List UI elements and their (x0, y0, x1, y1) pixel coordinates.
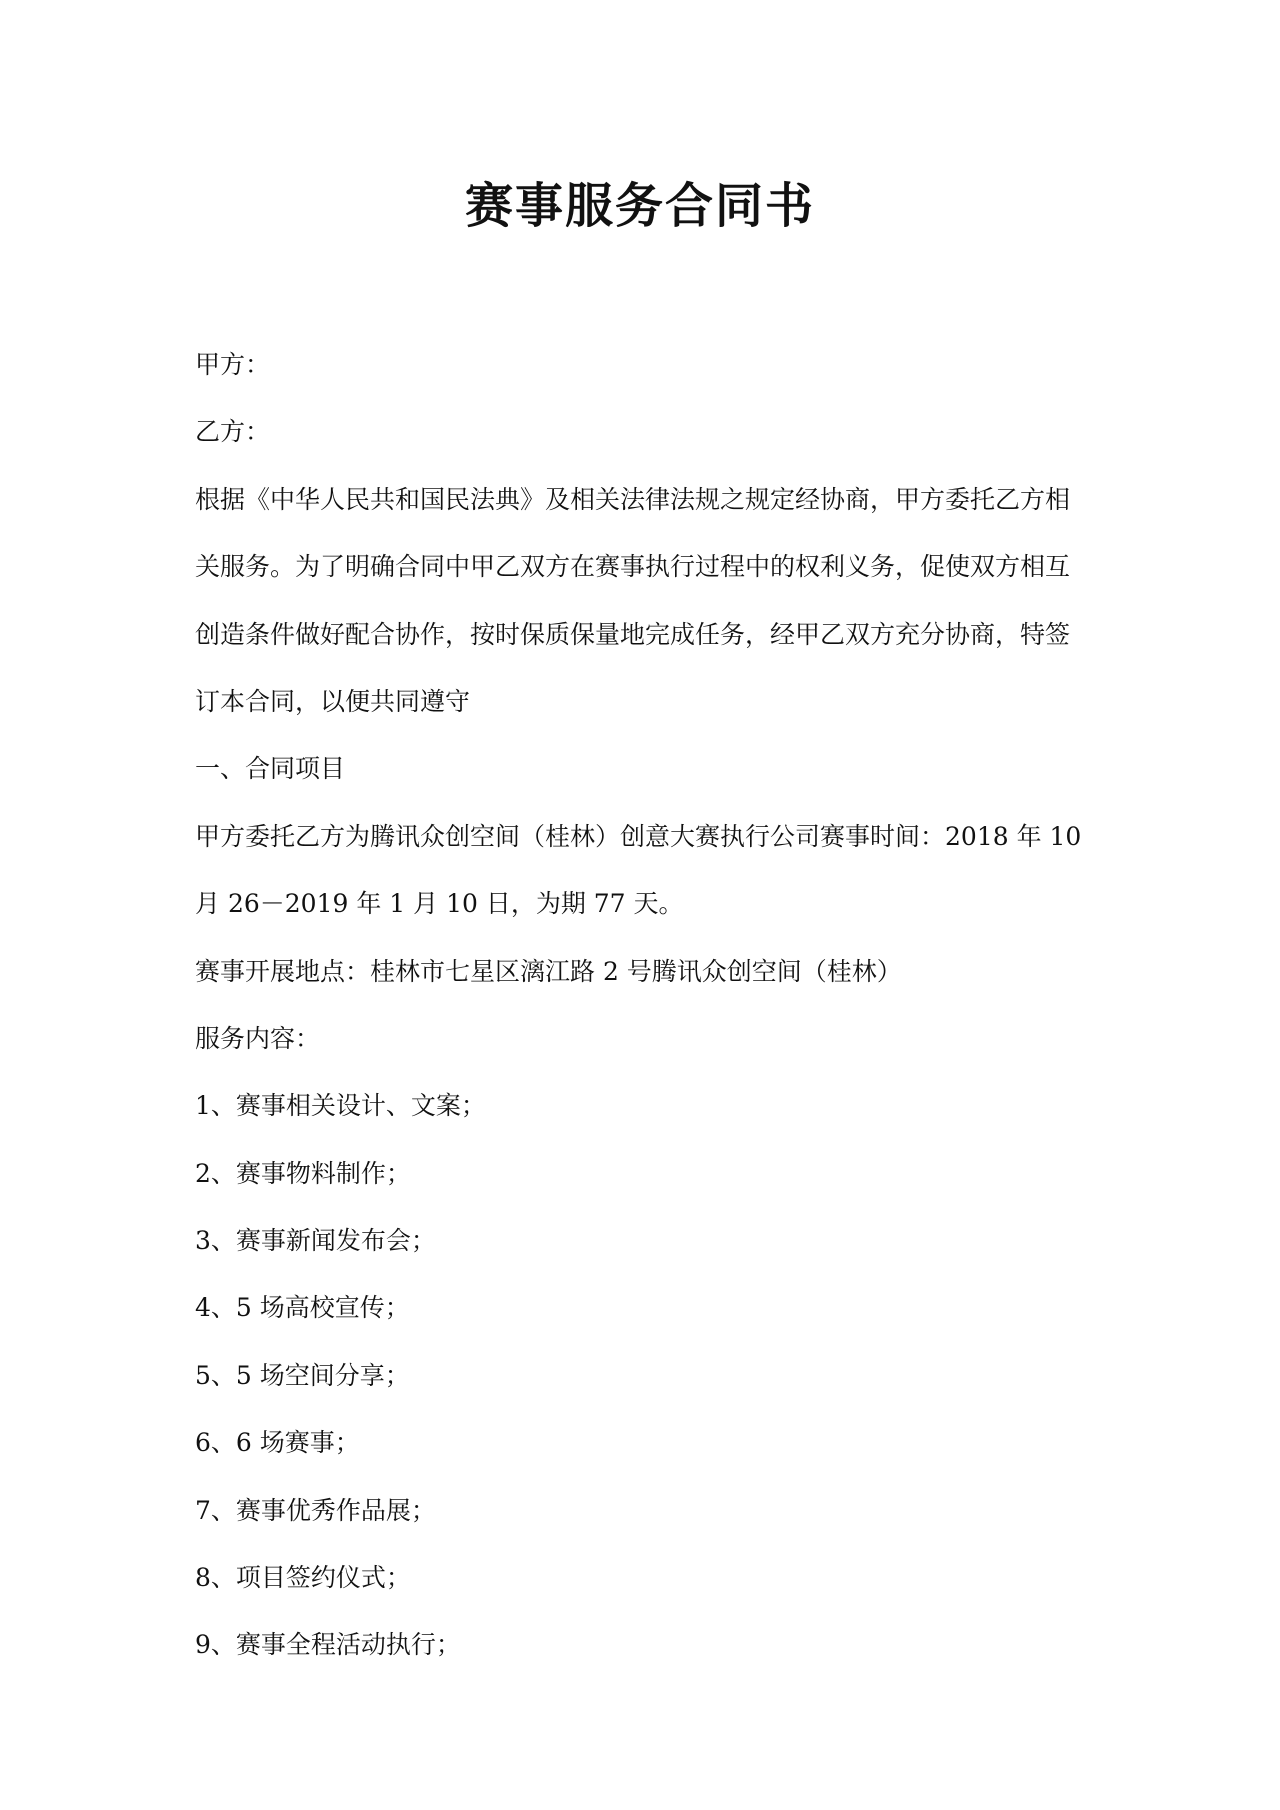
service-item: 6、6 场赛事； (195, 1428, 360, 1458)
service-item: 5、5 场空间分享； (195, 1360, 410, 1390)
intro-line: 创造条件做好配合协作，按时保质保量地完成任务，经甲乙双方充分协商，特签 (195, 619, 1071, 649)
project-line: 月 26－2019 年 1 月 10 日，为期 77 天。 (195, 889, 684, 919)
project-line: 甲方委托乙方为腾讯众创空间（桂林）创意大赛执行公司赛事时间：2018 年 10 (195, 821, 1082, 851)
document-title: 赛事服务合同书 (464, 178, 815, 234)
party-b-line: 乙方： (195, 417, 271, 447)
services-heading: 服务内容： (195, 1023, 321, 1053)
intro-line: 根据《中华人民共和国民法典》及相关法律法规之规定经协商，甲方委托乙方相 (195, 484, 1071, 514)
party-a-line: 甲方： (195, 350, 271, 379)
document-body (195, 331, 1095, 1679)
intro-line: 订本合同，以便共同遵守 (195, 686, 471, 716)
service-item: 2、赛事物料制作； (195, 1158, 411, 1188)
intro-line: 关服务。为了明确合同中甲乙双方在赛事执行过程中的权利义务，促使双方相互 (195, 552, 1071, 582)
service-item: 3、赛事新闻发布会； (195, 1226, 436, 1256)
section-heading: 一、合同项目 (195, 754, 346, 784)
venue-line: 赛事开展地点：桂林市七星区漓江路 2 号腾讯众创空间（桂林） (195, 956, 902, 986)
service-item: 8、项目签约仪式； (195, 1563, 411, 1593)
service-item: 9、赛事全程活动执行； (195, 1630, 461, 1660)
service-item: 7、赛事优秀作品展； (195, 1495, 436, 1525)
service-item: 4、5 场高校宣传； (195, 1293, 410, 1323)
service-item: 1、赛事相关设计、文案； (195, 1091, 486, 1121)
